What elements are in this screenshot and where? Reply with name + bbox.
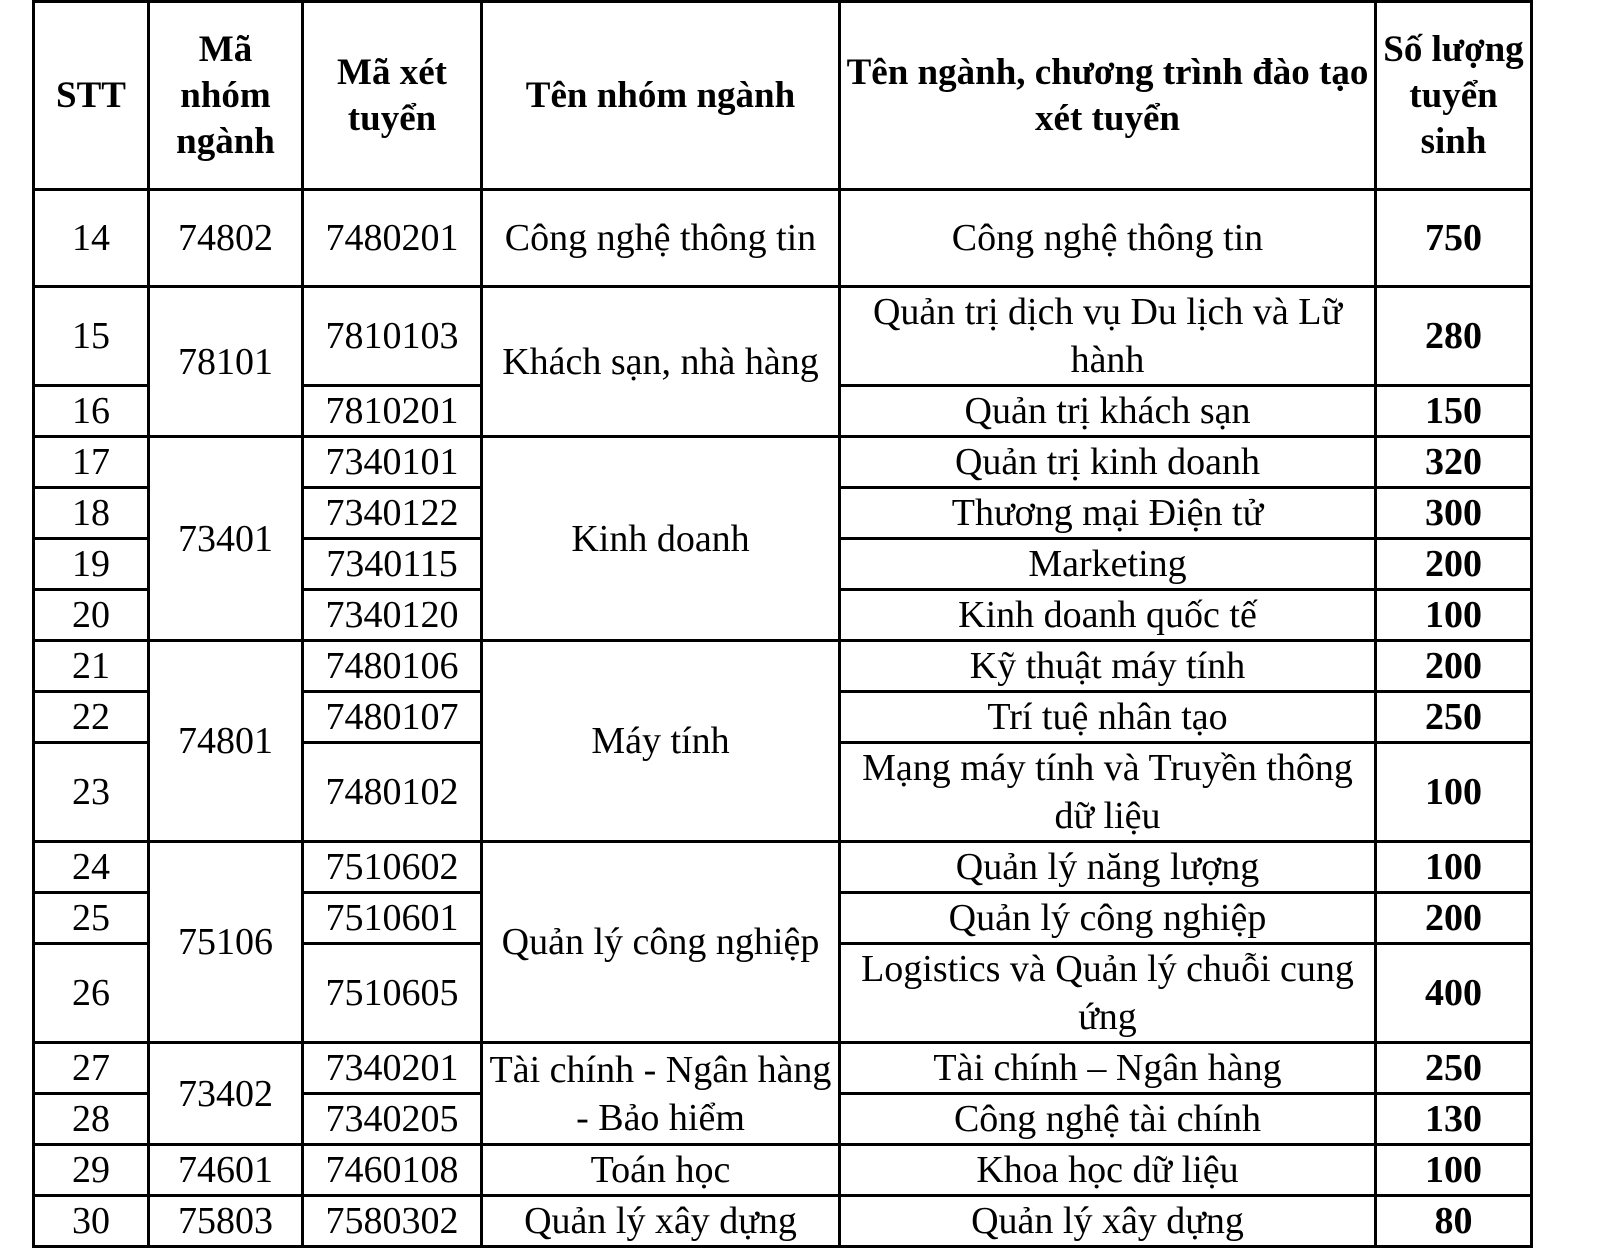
- table-row: [34, 1196, 1532, 1247]
- header-program-name-line2: xét tuyển: [1035, 97, 1180, 139]
- header-group-name: Tên nhóm ngành: [482, 2, 840, 190]
- admission-code-cell: 7810103: [303, 287, 482, 386]
- stt-cell: 25: [34, 893, 149, 944]
- program-name-cell: Quản trị khách sạn: [840, 386, 1376, 437]
- header-row: [34, 2, 1532, 190]
- quota-cell: 320: [1376, 437, 1532, 488]
- admission-table: [32, 0, 1533, 1248]
- program-name-cell: Marketing: [840, 539, 1376, 590]
- admission-code-cell: 7510602: [303, 842, 482, 893]
- header-stt: STT: [34, 2, 149, 190]
- quota-cell: 200: [1376, 893, 1532, 944]
- admission-code-cell: 7340122: [303, 488, 482, 539]
- group-code-cell: 74801: [149, 641, 303, 842]
- table-row: [34, 641, 1532, 692]
- stt-cell: 28: [34, 1094, 149, 1145]
- admission-code-cell: 7510605: [303, 944, 482, 1043]
- program-name-cell: Quản lý năng lượng: [840, 842, 1376, 893]
- group-code-cell: 75803: [149, 1196, 303, 1247]
- quota-cell: 150: [1376, 386, 1532, 437]
- stt-cell: 19: [34, 539, 149, 590]
- quota-cell: 80: [1376, 1196, 1532, 1247]
- program-name-cell: Khoa học dữ liệu: [840, 1145, 1376, 1196]
- quota-cell: 400: [1376, 944, 1532, 1043]
- program-name-cell: Logistics và Quản lý chuỗi cung ứng: [840, 944, 1376, 1043]
- program-name-cell: Thương mại Điện tử: [840, 488, 1376, 539]
- quota-cell: 250: [1376, 692, 1532, 743]
- program-name-cell: Quản lý công nghiệp: [840, 893, 1376, 944]
- program-name-cell: Công nghệ thông tin: [840, 190, 1376, 287]
- admission-code-cell: 7510601: [303, 893, 482, 944]
- stt-cell: 27: [34, 1043, 149, 1094]
- group-name-cell: Quản lý công nghiệp: [482, 842, 840, 1043]
- quota-cell: 280: [1376, 287, 1532, 386]
- program-name-cell: Quản trị dịch vụ Du lịch và Lữ hành: [840, 287, 1376, 386]
- group-code-cell: 78101: [149, 287, 303, 437]
- stt-cell: 21: [34, 641, 149, 692]
- table-row: [34, 287, 1532, 386]
- stt-cell: 20: [34, 590, 149, 641]
- group-code-cell: 73402: [149, 1043, 303, 1145]
- stt-cell: 14: [34, 190, 149, 287]
- stt-cell: 17: [34, 437, 149, 488]
- stt-cell: 26: [34, 944, 149, 1043]
- group-name-cell: Toán học: [482, 1145, 840, 1196]
- quota-cell: 250: [1376, 1043, 1532, 1094]
- group-name-cell: Quản lý xây dựng: [482, 1196, 840, 1247]
- table-row: [34, 1145, 1532, 1196]
- group-code-cell: 74601: [149, 1145, 303, 1196]
- table-row: [34, 1043, 1532, 1094]
- table-row: [34, 190, 1532, 287]
- table-row: [34, 437, 1532, 488]
- group-code-cell: 73401: [149, 437, 303, 641]
- header-quota: Số lượng tuyển sinh: [1376, 2, 1532, 190]
- quota-cell: 100: [1376, 842, 1532, 893]
- quota-cell: 200: [1376, 539, 1532, 590]
- admission-code-cell: 7340101: [303, 437, 482, 488]
- quota-cell: 100: [1376, 590, 1532, 641]
- group-name-cell: Máy tính: [482, 641, 840, 842]
- admission-code-cell: 7340201: [303, 1043, 482, 1094]
- group-name-cell: Công nghệ thông tin: [482, 190, 840, 287]
- table-row: [34, 842, 1532, 893]
- group-name-cell: Khách sạn, nhà hàng: [482, 287, 840, 437]
- header-group-code: Mã nhóm ngành: [149, 2, 303, 190]
- group-name-cell: Tài chính - Ngân hàng - Bảo hiểm: [482, 1043, 840, 1145]
- header-program-name-line1: Tên ngành, chương trình đào tạo: [846, 51, 1369, 93]
- group-name-cell: Kinh doanh: [482, 437, 840, 641]
- header-program-name: [840, 2, 1376, 190]
- stt-cell: 29: [34, 1145, 149, 1196]
- stt-cell: 15: [34, 287, 149, 386]
- admission-code-cell: 7340205: [303, 1094, 482, 1145]
- stt-cell: 23: [34, 743, 149, 842]
- program-name-cell: Tài chính – Ngân hàng: [840, 1043, 1376, 1094]
- admission-table-container: [32, 0, 1533, 1248]
- stt-cell: 30: [34, 1196, 149, 1247]
- admission-code-cell: 7480102: [303, 743, 482, 842]
- admission-code-cell: 7340120: [303, 590, 482, 641]
- group-code-cell: 74802: [149, 190, 303, 287]
- stt-cell: 24: [34, 842, 149, 893]
- group-code-cell: 75106: [149, 842, 303, 1043]
- quota-cell: 200: [1376, 641, 1532, 692]
- header-admission-code: Mã xét tuyển: [303, 2, 482, 190]
- program-name-cell: Quản trị kinh doanh: [840, 437, 1376, 488]
- admission-code-cell: 7810201: [303, 386, 482, 437]
- stt-cell: 18: [34, 488, 149, 539]
- quota-cell: 300: [1376, 488, 1532, 539]
- admission-code-cell: 7340115: [303, 539, 482, 590]
- program-name-cell: Trí tuệ nhân tạo: [840, 692, 1376, 743]
- quota-cell: 130: [1376, 1094, 1532, 1145]
- stt-cell: 16: [34, 386, 149, 437]
- quota-cell: 100: [1376, 743, 1532, 842]
- admission-code-cell: 7460108: [303, 1145, 482, 1196]
- program-name-cell: Kinh doanh quốc tế: [840, 590, 1376, 641]
- program-name-cell: Công nghệ tài chính: [840, 1094, 1376, 1145]
- admission-code-cell: 7480106: [303, 641, 482, 692]
- quota-cell: 750: [1376, 190, 1532, 287]
- admission-code-cell: 7480107: [303, 692, 482, 743]
- admission-code-cell: 7480201: [303, 190, 482, 287]
- admission-code-cell: 7580302: [303, 1196, 482, 1247]
- program-name-cell: Mạng máy tính và Truyền thông dữ liệu: [840, 743, 1376, 842]
- program-name-cell: Quản lý xây dựng: [840, 1196, 1376, 1247]
- program-name-cell: Kỹ thuật máy tính: [840, 641, 1376, 692]
- stt-cell: 22: [34, 692, 149, 743]
- quota-cell: 100: [1376, 1145, 1532, 1196]
